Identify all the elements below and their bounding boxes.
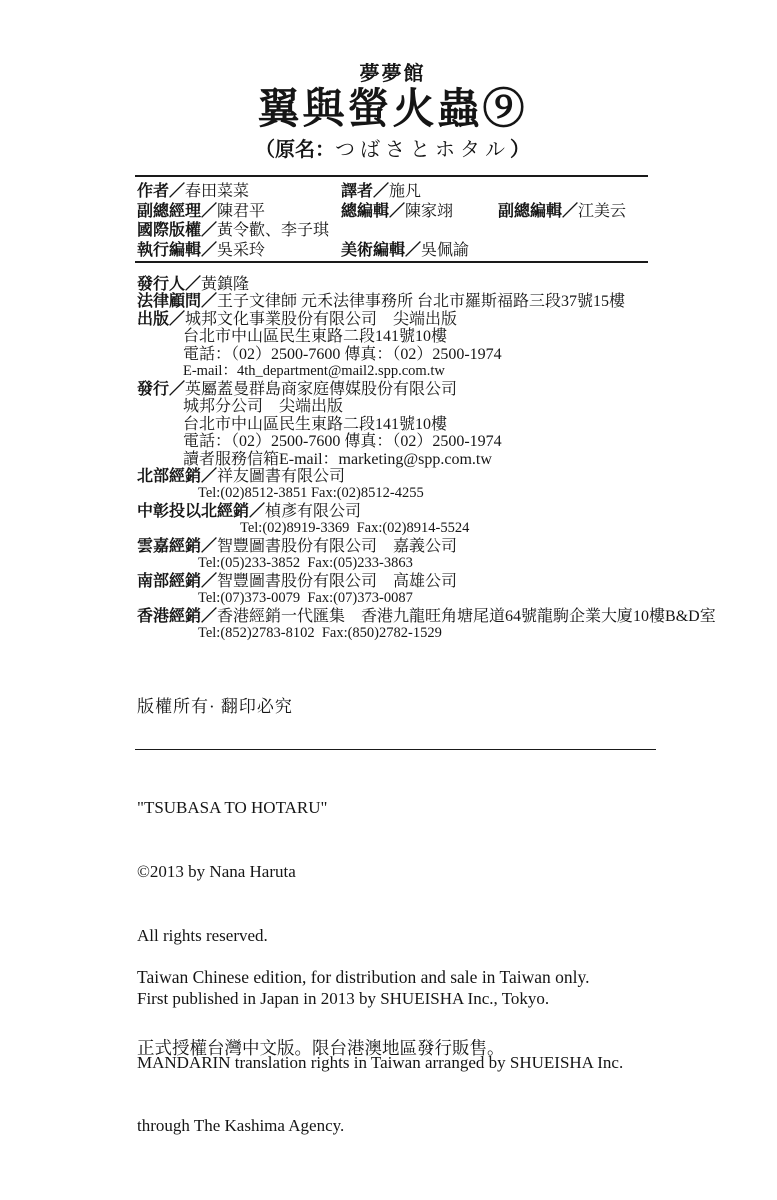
credit-name: 吳佩諭 (421, 241, 470, 259)
info-line-tel-fax: Tel:(05)233-3852 Fax:(05)233-3863 (198, 555, 413, 572)
credit-cell-deputy-chief-editor (498, 202, 697, 222)
credit-cell-executive-editor (137, 241, 341, 261)
info-label: 法律顧問／ (137, 293, 218, 311)
credit-cell-author (137, 182, 341, 202)
info-text: 城邦文化事業股份有限公司 尖端出版 (185, 310, 458, 328)
divider-rule-english (135, 749, 656, 750)
info-line-phone-fax: 電話：（02）2500-7600 傳真：（02）2500-1974 (183, 433, 502, 451)
english-line-title: "TSUBASA TO HOTARU" (137, 798, 328, 818)
info-label: 中彰投以北經銷／ (137, 502, 266, 520)
info-line-branch: 城邦分公司 尖端出版 (183, 398, 344, 416)
info-line-address: 台北市中山區民生東路二段141號10樓 (183, 328, 448, 346)
credit-label: 執行編輯／ (137, 241, 218, 259)
info-label: 發行人／ (137, 276, 202, 293)
publisher-info (137, 276, 757, 643)
info-line-tel-fax: Tel:(02)8512-3851 Fax:(02)8512-4255 (198, 485, 424, 502)
credit-name: 春田菜菜 (185, 183, 250, 200)
credit-name: 施凡 (389, 183, 422, 200)
info-label: 香港經銷／ (137, 607, 218, 625)
info-line-phone-fax: 電話：（02）2500-7600 傳真：（02）2500-1974 (183, 345, 502, 363)
info-line-south-distributor (137, 573, 757, 590)
info-text: 楨彥有限公司 (265, 502, 362, 520)
info-text: 王子文律師 元禾法律事務所 台北市羅斯福路三段37號15樓 (217, 293, 626, 311)
credit-label: 譯者／ (341, 183, 390, 200)
english-line-first-published: First published in Japan in 2013 by SHUEISHA Inc., Tokyo. (137, 989, 550, 1009)
credits-row (137, 202, 697, 222)
info-line-north-distributor (137, 468, 757, 485)
credit-cell-international-rights (137, 221, 341, 241)
info-text: 智豐圖書股份有限公司 嘉義公司 (217, 537, 458, 555)
english-line-copyright: ©2013 by Nana Haruta (137, 862, 296, 882)
credit-name: 陳家翊 (405, 202, 454, 220)
title-block (110, 62, 675, 163)
info-text: 祥友圖書有限公司 (217, 467, 346, 485)
info-line-address: 台北市中山區民生東路二段141號10樓 (183, 415, 448, 433)
info-line-tel-fax: Tel:(02)8919-3369 Fax:(02)8914-5524 (240, 520, 470, 537)
info-text: 智豐圖書股份有限公司 高雄公司 (217, 572, 458, 590)
info-label: 北部經銷／ (137, 467, 218, 485)
credit-name: 陳君平 (217, 202, 266, 220)
english-line-translation-rights: MANDARIN translation rights in Taiwan arranged by SHUEISHA Inc. (137, 1052, 624, 1072)
info-line-tel-fax: Tel:(07)373-0079 Fax:(07)373-0087 (198, 590, 413, 607)
credit-name: 吳采玲 (217, 241, 266, 259)
taiwan-edition-block (137, 918, 589, 1108)
english-line-rights: All rights reserved. (137, 925, 268, 945)
info-label: 南部經銷／ (137, 572, 218, 590)
divider-rule-top (135, 175, 648, 177)
credit-label: 副總經理／ (137, 202, 218, 220)
taiwan-edition-line-en: Taiwan Chinese edition, for distribution and sale in Taiwan only. (137, 966, 590, 987)
info-line-legal-advisor (137, 293, 757, 310)
info-line-hongkong-distributor (137, 608, 757, 625)
info-line-central-distributor (137, 503, 757, 520)
credit-label: 國際版權／ (137, 222, 218, 240)
credit-cell-translator (341, 182, 498, 202)
original-title-kana: つばさとホタル (335, 139, 510, 161)
copyright-statement: 版權所有· 翻印必究 (137, 697, 293, 716)
original-title-prefix: （原名： (255, 139, 335, 161)
info-label: 雲嘉經銷／ (137, 537, 218, 555)
taiwan-edition-line-zh: 正式授權台灣中文版。限台港澳地區發行販售。 (137, 1037, 505, 1058)
divider-rule-credits-bottom (135, 261, 648, 263)
info-line-email: E-mail：4th_department@mail2.spp.com.tw (183, 363, 445, 380)
info-line-reader-service-email: 讀者服務信箱E-mail：marketing@spp.com.tw (183, 450, 492, 468)
info-line-publisher-person (137, 276, 757, 293)
credits-row (137, 182, 697, 202)
info-label: 出版／ (137, 310, 186, 328)
info-line-yunjia-distributor (137, 538, 757, 555)
credit-name: 江美云 (578, 202, 627, 220)
info-label: 發行／ (137, 380, 186, 398)
credits-row (137, 221, 697, 241)
imprint-label: 夢夢館 (359, 63, 426, 85)
info-line-distributor (137, 381, 757, 398)
info-text: 香港經銷一代匯集 香港九龍旺角塘尾道64號龍駒企業大廈10樓B&D室 (217, 607, 716, 625)
credit-cell-art-editor (341, 241, 498, 261)
credit-label: 美術編輯／ (341, 241, 422, 259)
credit-cell-chief-editor (341, 202, 498, 222)
credit-name: 黃令歡、李子琪 (217, 222, 330, 240)
info-text: 黃鎮隆 (201, 276, 250, 293)
english-line-agency: through The Kashima Agency. (137, 1116, 345, 1136)
credit-label: 總編輯／ (341, 202, 406, 220)
credits-table (137, 182, 697, 260)
info-text: 英屬蓋曼群島商家庭傳媒股份有限公司 (185, 380, 458, 398)
original-title (110, 137, 675, 163)
original-title-suffix: ） (510, 139, 530, 161)
credit-cell-deputy-gm (137, 202, 341, 222)
credit-label: 作者／ (137, 183, 186, 200)
info-line-tel-fax: Tel:(852)2783-8102 Fax:(850)2782-1529 (198, 625, 442, 642)
credit-label: 副總編輯／ (498, 202, 579, 220)
book-title: 翼與螢火蟲⑨ (257, 87, 528, 133)
info-line-publishing-company (137, 311, 757, 328)
credits-row (137, 241, 697, 261)
